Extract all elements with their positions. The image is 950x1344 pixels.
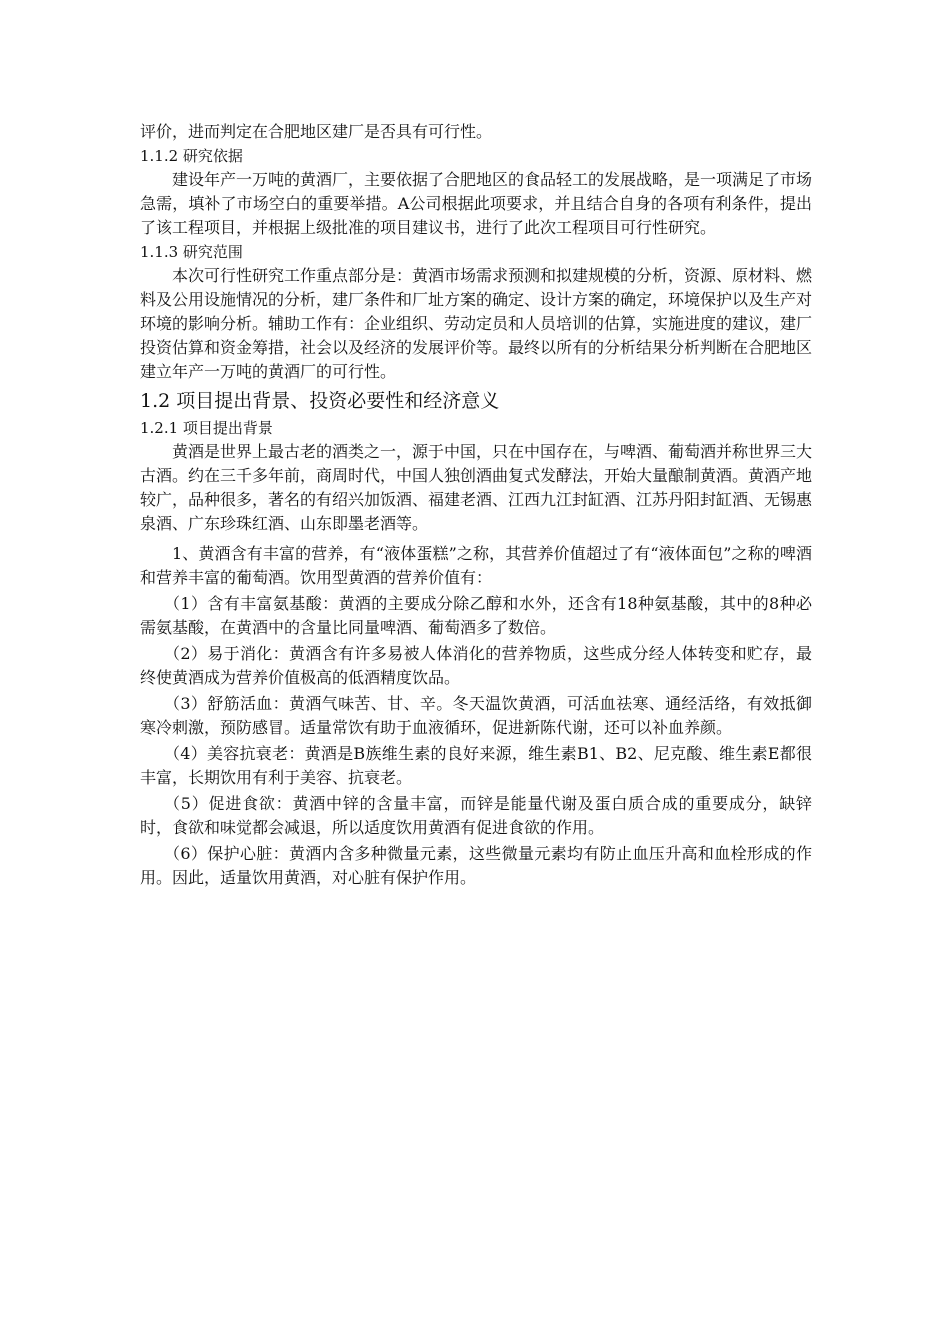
nutrition-item-1: （1）含有丰富氨基酸：黄酒的主要成分除乙醇和水外，还含有18种氨基酸，其中的8种必需氨基酸，在黄酒中的含量比同量啤酒、葡萄酒多了数倍。: [140, 594, 812, 637]
nutrition-item-4: （4）美容抗衰老：黄酒是B族维生素的良好来源，维生素B1、B2、尼克酸、维生素E都很丰富，长期饮用有利于美容、抗衰老。: [140, 744, 812, 787]
research-basis-paragraph: 建设年产一万吨的黄酒厂，主要依据了合肥地区的食品轻工的发展战略，是一项满足了市场急需，填补了市场空白的重要举措。A公司根据此项要求，并且结合自身的各项有利条件，提出了该工程项目，并根据上级批准的项目建议书，进行了此次工程项目可行性研究。: [140, 170, 813, 237]
document-page: [140, 120, 812, 892]
section-1-2-1-heading: 1.2.1 项目提出背景: [140, 419, 273, 437]
research-scope-paragraph: 本次可行性研究工作重点部分是：黄酒市场需求预测和拟建规模的分析，资源、原材料、燃料及公用设施情况的分析，建厂条件和厂址方案的确定、设计方案的确定，环境保护以及生产对环境的影响分析。辅助工作有：企业组织、劳动定员和人员培训的估算，实施进度的建议，建厂投资估算和资金筹措，社会以及经济的发展评价等。最终以所有的分析结果分析判断在合肥地区建立年产一万吨的黄酒厂的可行性。: [140, 266, 813, 381]
intro-tail-paragraph: 评价，进而判定在合肥地区建厂是否具有可行性。: [140, 122, 493, 141]
nutrition-item-6: （6）保护心脏：黄酒内含多种微量元素，这些微量元素均有防止血压升高和血栓形成的作用。因此，适量饮用黄酒，对心脏有保护作用。: [140, 844, 812, 887]
background-paragraph: 黄酒是世界上最古老的酒类之一，源于中国，只在中国存在，与啤酒、葡萄酒并称世界三大古酒。约在三千多年前，商周时代，中国人独创酒曲复式发酵法，开始大量酿制黄酒。黄酒产地较广，品种很多，著名的有绍兴加饭酒、福建老酒、江西九江封缸酒、江苏丹阳封缸酒、无锡惠泉酒、广东珍珠红酒、山东即墨老酒等。: [140, 442, 813, 533]
section-1-2-heading: 1.2 项目提出背景、投资必要性和经济意义: [140, 390, 500, 412]
section-1-1-2-heading: 1.1.2 研究依据: [140, 147, 243, 165]
nutrition-paragraph: 1、黄酒含有丰富的营养，有“液体蛋糕”之称，其营养价值超过了有“液体面包”之称的啤酒和营养丰富的葡萄酒。饮用型黄酒的营养价值有：: [140, 544, 812, 587]
nutrition-item-5: （5）促进食欲：黄酒中锌的含量丰富，而锌是能量代谢及蛋白质合成的重要成分，缺锌时，食欲和味觉都会减退，所以适度饮用黄酒有促进食欲的作用。: [140, 794, 812, 837]
section-1-1-3-heading: 1.1.3 研究范围: [140, 243, 243, 261]
nutrition-item-3: （3）舒筋活血：黄酒气味苦、甘、辛。冬天温饮黄酒，可活血祛寒、通经活络，有效抵御寒冷刺激，预防感冒。适量常饮有助于血液循环，促进新陈代谢，还可以补血养颜。: [140, 694, 812, 737]
nutrition-item-2: （2）易于消化：黄酒含有许多易被人体消化的营养物质，这些成分经人体转变和贮存，最终使黄酒成为营养价值极高的低酒精度饮品。: [140, 644, 812, 687]
